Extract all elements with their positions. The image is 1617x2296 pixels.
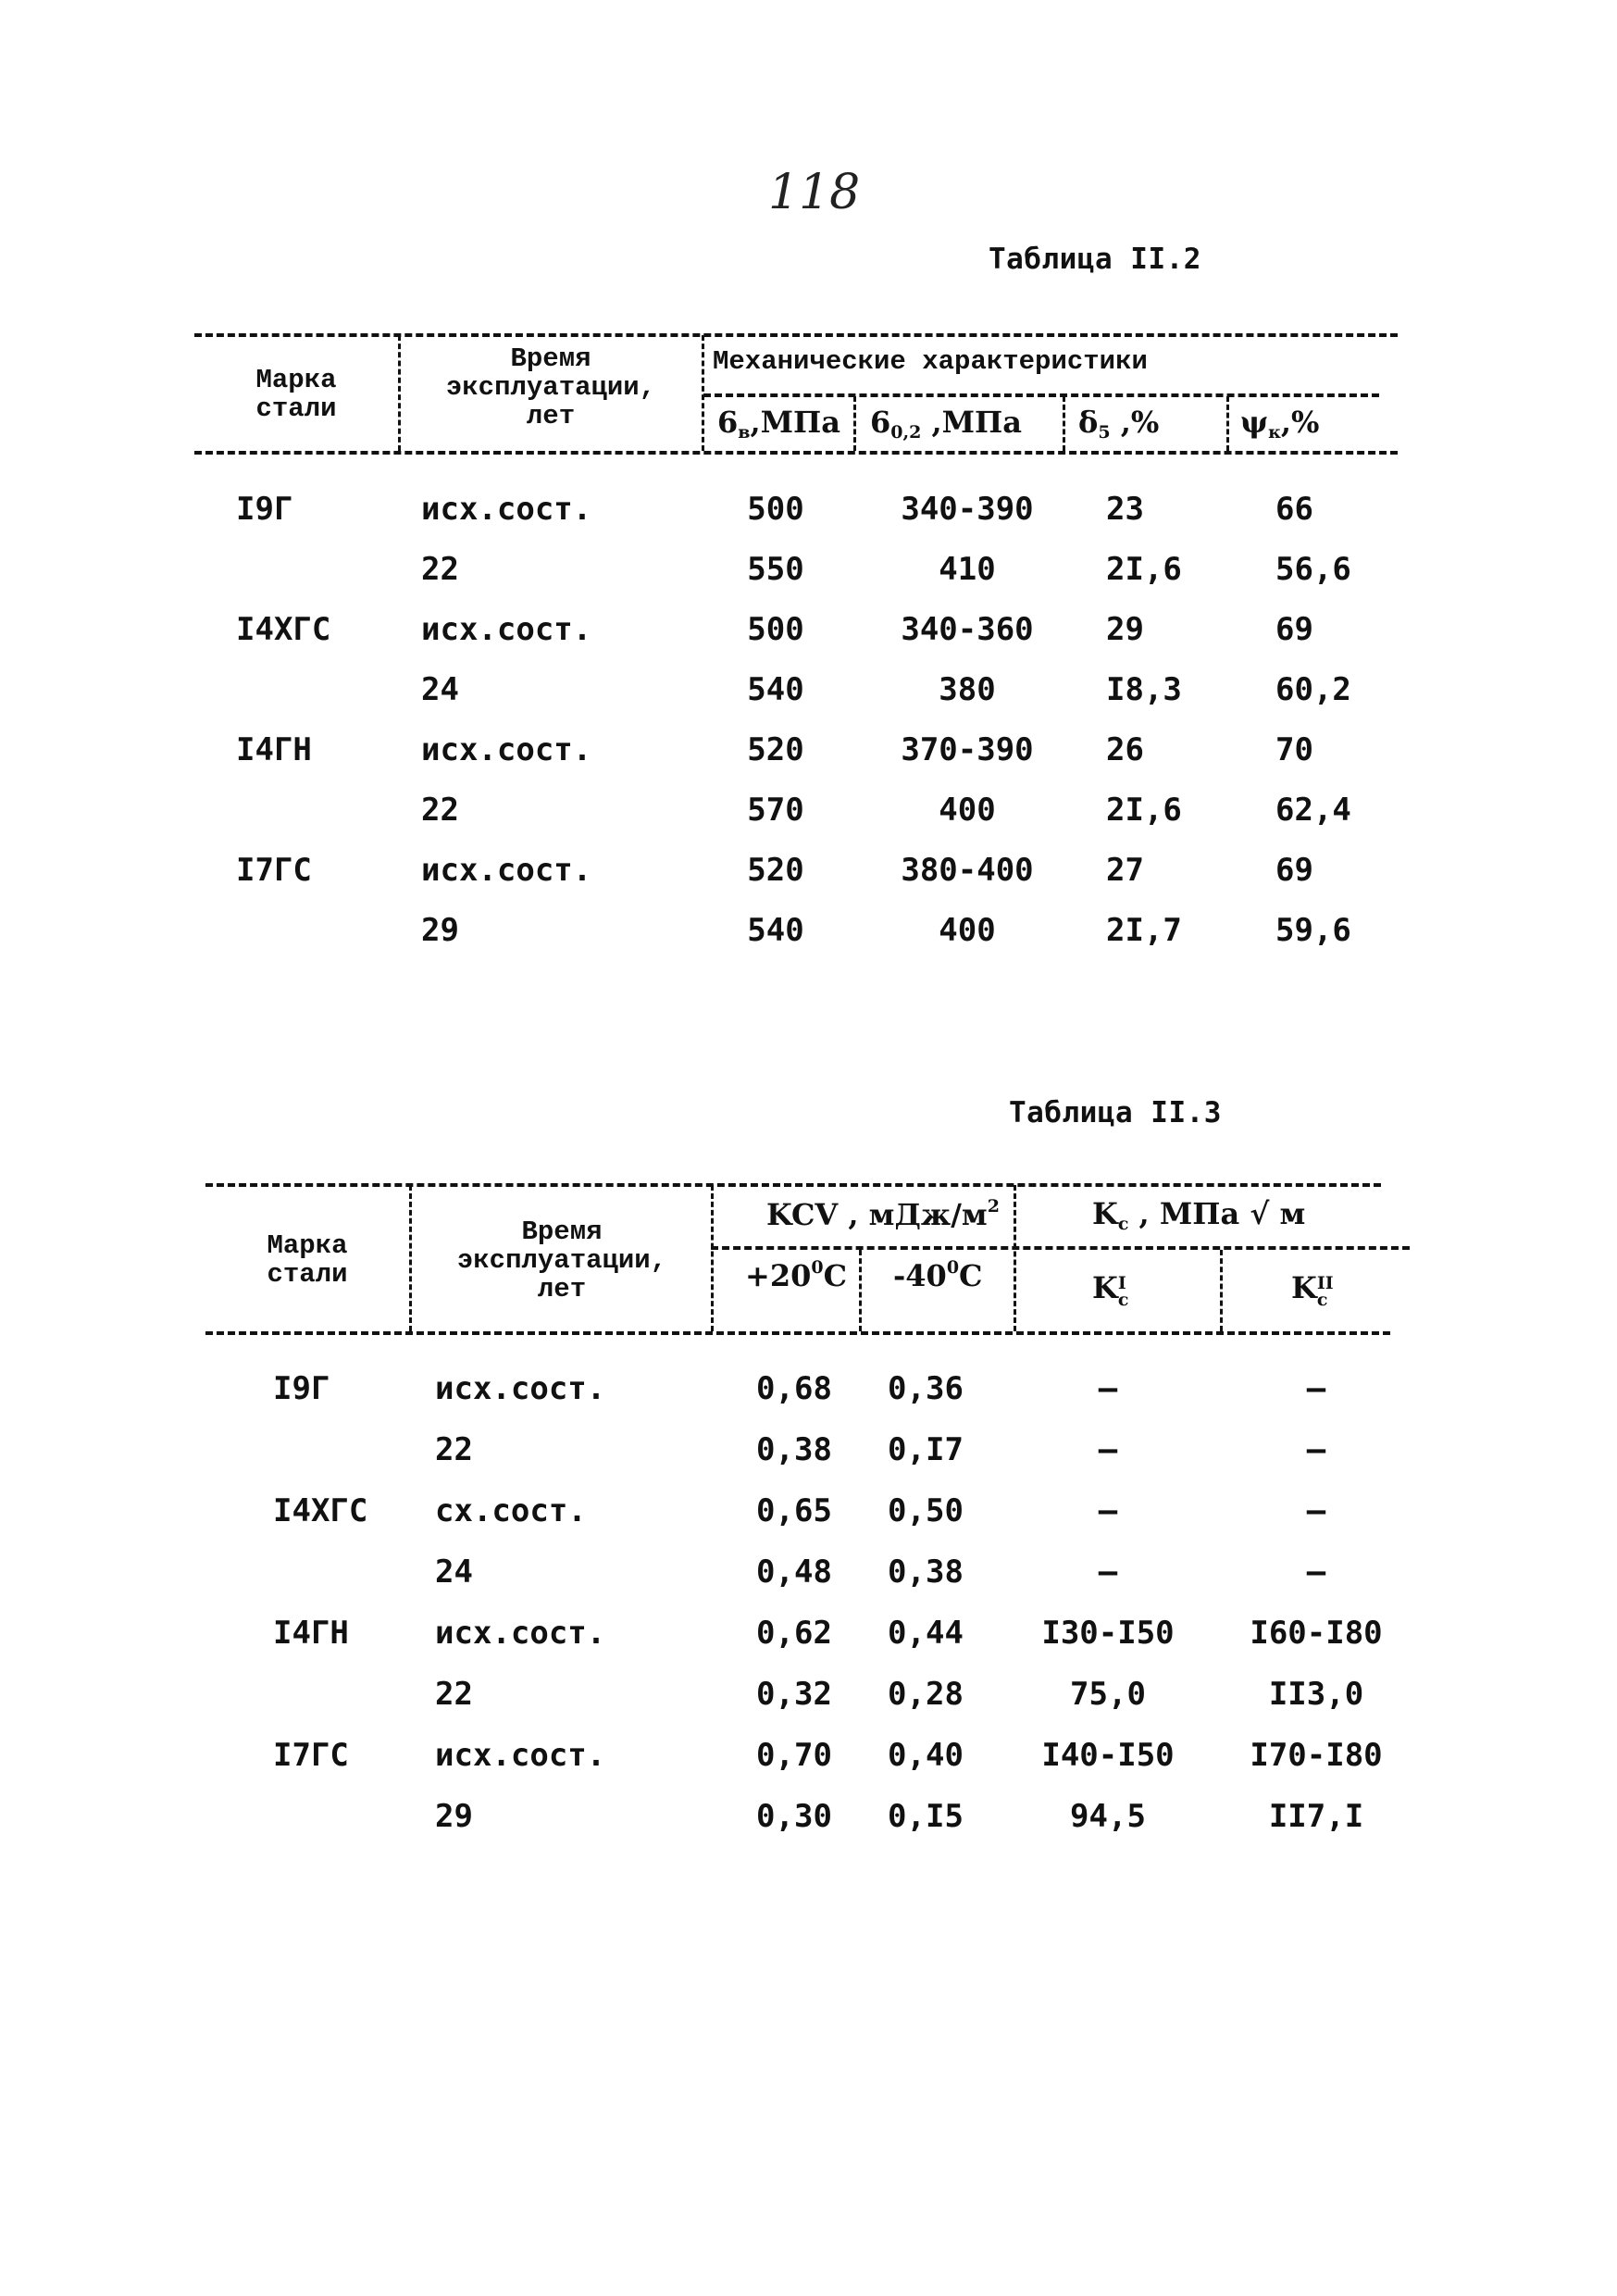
cell-steel: I7ГС (236, 852, 312, 889)
cell-psi: 69 (1275, 611, 1313, 648)
cell-steel: I9Г (273, 1370, 330, 1407)
table-3-header-steel (215, 1231, 400, 1289)
cell-time: сх.сост. (435, 1492, 587, 1529)
kc-label: K (1092, 1196, 1118, 1231)
cell-kc1: I40-I50 (1041, 1737, 1175, 1774)
cell-kc2: – (1306, 1431, 1326, 1468)
table-2-header-sigma-02 (870, 405, 1022, 443)
cell-time: исх.сост. (421, 611, 592, 648)
cell-kcv-plus20: 0,65 (756, 1492, 832, 1529)
cell-time: 24 (435, 1554, 473, 1591)
header-line: лет (537, 1274, 587, 1304)
unit: С (959, 1258, 983, 1293)
cell-delta5: 26 (1106, 731, 1144, 768)
cell-time: 22 (435, 1431, 473, 1468)
cell-kc2: – (1306, 1554, 1326, 1591)
cell-delta5: 2I,6 (1106, 551, 1182, 588)
root: √ м (1250, 1196, 1306, 1231)
table-2-col-sep (1063, 396, 1065, 451)
cell-kc2: – (1306, 1370, 1326, 1407)
cell-delta5: 2I,7 (1106, 912, 1182, 949)
cell-time: исх.сост. (421, 491, 592, 528)
cell-psi: 66 (1275, 491, 1313, 528)
kcv-label: KCV , (766, 1197, 859, 1232)
table-2-caption: Таблица II.2 (989, 243, 1201, 276)
cell-sigma-b: 540 (747, 671, 804, 708)
header-line: Марка (267, 1230, 348, 1261)
subscript: 5 (1098, 422, 1111, 443)
header-line: Время (510, 343, 591, 374)
unit: , МПа (1138, 1196, 1240, 1231)
table-2-col-sep (702, 335, 704, 451)
cell-delta5: 23 (1106, 491, 1144, 528)
cell-time: 24 (421, 671, 459, 708)
table-3-col-sep (711, 1185, 714, 1331)
cell-steel: I4ХГС (236, 611, 331, 648)
table-3-header-rule (205, 1331, 1390, 1335)
cell-sigma-b: 540 (747, 912, 804, 949)
cell-psi: 60,2 (1275, 671, 1351, 708)
cell-psi: 70 (1275, 731, 1313, 768)
cell-sigma-b: 520 (747, 852, 804, 889)
cell-psi: 69 (1275, 852, 1313, 889)
table-2-header-mech: Механические характеристики (713, 346, 1148, 377)
table-2-header-time (407, 344, 694, 430)
subscript: к (1268, 422, 1281, 443)
cell-kc2: II3,0 (1268, 1676, 1364, 1713)
cell-time: 22 (435, 1676, 473, 1713)
cell-kc1: – (1098, 1492, 1118, 1529)
header-line: Марка (255, 365, 337, 395)
table-3-col-sep (1014, 1185, 1016, 1331)
symbol: δ (1078, 405, 1099, 440)
cell-kcv-plus20: 0,32 (756, 1676, 832, 1713)
table-3-header-minus40 (893, 1257, 983, 1293)
table-3-header-kc1 (1092, 1270, 1128, 1308)
cell-steel: I4ХГС (273, 1492, 368, 1529)
cell-kcv-plus20: 0,70 (756, 1737, 832, 1774)
cell-kc1: – (1098, 1554, 1118, 1591)
cell-delta5: 2I,6 (1106, 792, 1182, 829)
cell-psi: 56,6 (1275, 551, 1351, 588)
table-3-col-sep (1220, 1250, 1223, 1331)
cell-sigma-b: 570 (747, 792, 804, 829)
table-2-header-sigma-b (717, 405, 840, 443)
temperature: -40 (893, 1258, 947, 1293)
cell-steel: I4ГН (273, 1615, 349, 1652)
symbol: K (1092, 1270, 1118, 1305)
cell-sigma-02: 340-360 (901, 611, 1034, 648)
cell-delta5: 27 (1106, 852, 1144, 889)
unit: ,% (1120, 405, 1160, 440)
table-2-mid-rule (703, 393, 1379, 397)
header-line: стали (255, 393, 337, 424)
cell-kc2: – (1306, 1492, 1326, 1529)
table-3-header-kcv (766, 1196, 1000, 1232)
table-3-col-sep (859, 1250, 862, 1331)
cell-kcv-minus40: 0,44 (888, 1615, 964, 1652)
cell-time: 22 (421, 551, 459, 588)
cell-time: исх.сост. (421, 852, 592, 889)
cell-kc2: I70-I80 (1250, 1737, 1383, 1774)
cell-sigma-b: 500 (747, 491, 804, 528)
header-line: эксплуатации, (445, 372, 656, 403)
cell-sigma-02: 370-390 (901, 731, 1034, 768)
cell-kc2: I60-I80 (1250, 1615, 1383, 1652)
unit: С (823, 1258, 848, 1293)
cell-kc1: I30-I50 (1041, 1615, 1175, 1652)
cell-sigma-02: 380-400 (901, 852, 1034, 889)
cell-time: исх.сост. (421, 731, 592, 768)
table-2-header-steel (204, 366, 389, 423)
table-3-header-kc2 (1291, 1270, 1334, 1308)
table-2-col-sep (853, 396, 856, 451)
cell-time: 29 (435, 1798, 473, 1835)
cell-sigma-02: 410 (939, 551, 996, 588)
symbol: K (1291, 1270, 1317, 1305)
table-3-header-kc (1092, 1196, 1305, 1234)
cell-time: исх.сост. (435, 1615, 606, 1652)
cell-sigma-02: 380 (939, 671, 996, 708)
subscript: в (738, 422, 751, 443)
cell-kcv-plus20: 0,30 (756, 1798, 832, 1835)
cell-delta5: 29 (1106, 611, 1144, 648)
cell-kcv-minus40: 0,36 (888, 1370, 964, 1407)
cell-kcv-minus40: 0,28 (888, 1676, 964, 1713)
superscript: 0 (946, 1257, 960, 1278)
superscript: 2 (987, 1196, 1000, 1217)
cell-time: исх.сост. (435, 1370, 606, 1407)
cell-kcv-minus40: 0,38 (888, 1554, 964, 1591)
cell-kcv-plus20: 0,48 (756, 1554, 832, 1591)
cell-time: 22 (421, 792, 459, 829)
table-3-mid-rule (711, 1246, 1410, 1250)
cell-sigma-b: 520 (747, 731, 804, 768)
table-3-top-rule (205, 1183, 1381, 1187)
superscript: I (1117, 1273, 1126, 1293)
cell-kc1: 75,0 (1070, 1676, 1146, 1713)
table-3-header-time (418, 1217, 705, 1304)
cell-sigma-b: 500 (747, 611, 804, 648)
cell-time: исх.сост. (435, 1737, 606, 1774)
table-2-header-psi (1240, 405, 1319, 443)
table-3-caption: Таблица II.3 (1009, 1096, 1222, 1129)
header-line: лет (526, 401, 576, 431)
cell-psi: 62,4 (1275, 792, 1351, 829)
cell-steel: I4ГН (236, 731, 312, 768)
temperature: +20 (745, 1258, 812, 1293)
cell-sigma-02: 400 (939, 912, 996, 949)
table-2-header-rule (194, 451, 1398, 455)
cell-time: 29 (421, 912, 459, 949)
unit: ,МПа (750, 405, 840, 440)
symbol: ψ (1240, 405, 1269, 440)
cell-kcv-minus40: 0,I7 (888, 1431, 964, 1468)
cell-kc1: – (1098, 1431, 1118, 1468)
symbol: 6 (717, 405, 739, 440)
cell-steel: I7ГС (273, 1737, 349, 1774)
subscript: c (1117, 1214, 1129, 1234)
header-line: стали (267, 1259, 348, 1290)
header-line: Время (521, 1217, 603, 1247)
cell-sigma-02: 400 (939, 792, 996, 829)
superscript: 0 (811, 1257, 824, 1278)
superscript: II (1316, 1273, 1334, 1293)
cell-sigma-02: 340-390 (901, 491, 1034, 528)
cell-kc2: II7,I (1268, 1798, 1364, 1835)
cell-kcv-minus40: 0,I5 (888, 1798, 964, 1835)
cell-kcv-minus40: 0,40 (888, 1737, 964, 1774)
cell-kc1: – (1098, 1370, 1118, 1407)
subscript: 0,2 (890, 422, 922, 443)
cell-kcv-plus20: 0,68 (756, 1370, 832, 1407)
symbol: 6 (870, 405, 891, 440)
subscript: c (1316, 1290, 1328, 1310)
subscript: c (1117, 1290, 1129, 1310)
unit: ,% (1280, 405, 1320, 440)
cell-psi: 59,6 (1275, 912, 1351, 949)
table-2-header-delta5 (1078, 405, 1159, 443)
page-number: 118 (768, 165, 861, 220)
table-3-col-sep (409, 1185, 412, 1331)
cell-kcv-minus40: 0,50 (888, 1492, 964, 1529)
cell-delta5: I8,3 (1106, 671, 1182, 708)
header-line: эксплуатации, (456, 1245, 667, 1276)
cell-sigma-b: 550 (747, 551, 804, 588)
cell-kcv-plus20: 0,38 (756, 1431, 832, 1468)
table-2-col-sep (1226, 396, 1229, 451)
cell-kcv-plus20: 0,62 (756, 1615, 832, 1652)
table-3-header-plus20 (745, 1257, 847, 1293)
cell-kc1: 94,5 (1070, 1798, 1146, 1835)
unit: ,МПа (931, 405, 1022, 440)
cell-steel: I9Г (236, 491, 293, 528)
table-2-top-rule (194, 333, 1398, 337)
unit: мДж/м (868, 1197, 988, 1232)
table-2-col-sep (398, 335, 401, 451)
